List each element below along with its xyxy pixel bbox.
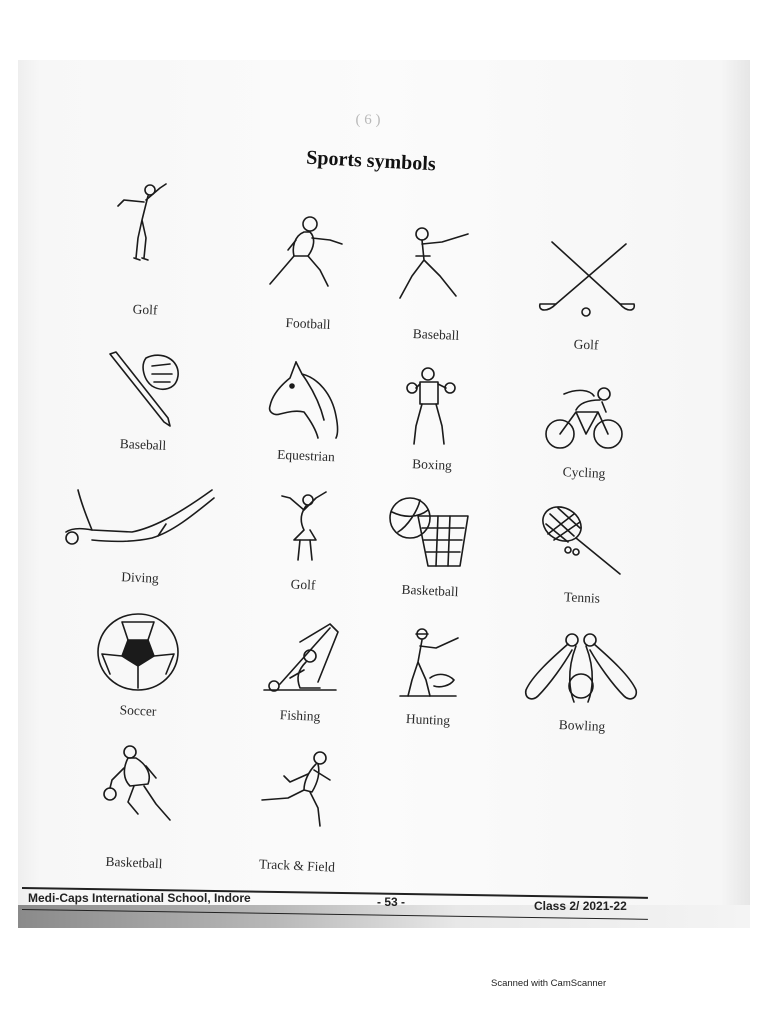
bowling-pins-icon bbox=[522, 632, 640, 704]
item-label: Golf bbox=[573, 336, 599, 353]
item-label: Cycling bbox=[562, 464, 606, 481]
item-label: Boxing bbox=[411, 456, 453, 473]
item-label: Fishing bbox=[279, 707, 321, 724]
golf-clubs-icon bbox=[536, 240, 640, 320]
page-title: Sports symbols bbox=[305, 146, 437, 176]
scanner-watermark: Scanned with CamScanner bbox=[491, 978, 607, 989]
item-label: Track & Field bbox=[258, 856, 336, 875]
football-player-icon bbox=[264, 214, 348, 294]
boxer-icon bbox=[404, 366, 464, 448]
footer-class: Class 2/ 2021-22 bbox=[534, 899, 627, 913]
item-label: Basketball bbox=[401, 581, 459, 600]
item-label: Baseball bbox=[119, 435, 167, 454]
horse-head-icon bbox=[266, 360, 344, 440]
item-label: Equestrian bbox=[276, 446, 336, 465]
hunter-icon bbox=[396, 626, 460, 698]
runner-icon bbox=[258, 750, 334, 830]
item-label: Football bbox=[285, 315, 331, 332]
item-label: Diving bbox=[120, 569, 160, 586]
tennis-racket-icon bbox=[540, 504, 624, 578]
item-label: Golf bbox=[290, 576, 316, 593]
item-label: Baseball bbox=[412, 325, 460, 344]
diver-icon bbox=[62, 484, 218, 558]
item-label: Golf bbox=[132, 301, 158, 318]
item-label: Tennis bbox=[563, 589, 601, 606]
basketball-hoop-icon bbox=[388, 496, 472, 574]
footer-page-number: - 53 - bbox=[377, 895, 406, 909]
item-label: Hunting bbox=[405, 711, 451, 728]
baseball-batter-icon bbox=[396, 224, 472, 304]
cyclist-icon bbox=[544, 384, 624, 452]
fisherman-icon bbox=[260, 622, 342, 696]
bat-and-glove-icon bbox=[106, 350, 184, 428]
item-label: Basketball bbox=[105, 853, 163, 872]
soccer-ball-icon bbox=[96, 612, 180, 692]
item-label: Soccer bbox=[119, 702, 157, 719]
basketball-player-icon bbox=[100, 744, 174, 826]
page-footer bbox=[22, 887, 650, 917]
item-label: Bowling bbox=[558, 716, 606, 735]
footer-school: Medi-Caps International School, Indore bbox=[28, 891, 251, 905]
golfer-icon bbox=[112, 180, 174, 264]
page-mark: ( 6 ) bbox=[355, 112, 381, 128]
female-golfer-icon bbox=[280, 490, 328, 564]
